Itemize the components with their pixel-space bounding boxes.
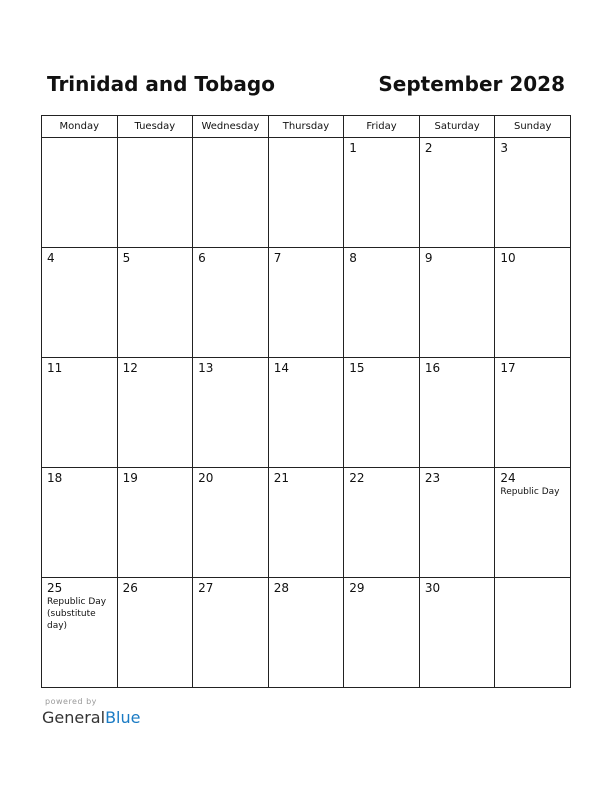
day-number: 23 [424,471,441,485]
logo-text-general: General [42,708,106,727]
day-number: 30 [424,581,441,595]
week-row [42,468,571,578]
holiday-label: Republic Day (substitute day) [47,597,107,631]
day-number: 29 [349,581,365,595]
weekday-header-row [42,116,571,138]
week-row [42,138,571,248]
day-cell [495,358,571,468]
weekday-sunday: Sunday [495,116,571,138]
day-number: 6 [198,251,206,265]
month-year-title: September 2028 [378,72,565,96]
calendar-grid [41,115,571,688]
day-cell [42,578,118,688]
weekday-thursday: Thursday [268,116,344,138]
day-number: 26 [122,581,138,595]
day-cell [268,468,344,578]
day-number: 22 [349,471,365,485]
powered-by-text: powered by [45,697,97,706]
day-number: 19 [122,471,138,485]
day-cell [193,468,269,578]
day-cell [193,138,269,248]
weekday-tuesday: Tuesday [117,116,193,138]
day-cell [42,248,118,358]
day-cell [268,358,344,468]
day-number: 14 [273,361,289,375]
day-number: 7 [273,251,282,265]
day-number: 8 [349,251,357,265]
day-cell [419,578,495,688]
day-cell [42,468,118,578]
day-cell [495,248,571,358]
day-cell [344,578,420,688]
day-cell [419,468,495,578]
day-cell [117,358,193,468]
generalblue-logo[interactable] [42,708,140,728]
weekday-saturday: Saturday [419,116,495,138]
weekday-monday: Monday [42,116,118,138]
day-number: 1 [349,141,357,155]
day-number: 2 [424,141,433,155]
day-number: 10 [500,251,516,265]
day-number: 28 [273,581,289,595]
day-number: 21 [273,471,289,485]
week-row [42,578,571,688]
week-row [42,358,571,468]
day-number: 16 [424,361,441,375]
day-cell [117,578,193,688]
footer-branding [42,697,140,728]
day-cell [117,138,193,248]
day-cell [42,358,118,468]
day-cell [419,358,495,468]
day-cell [344,358,420,468]
day-cell [495,578,571,688]
logo-text-blue: Blue [105,708,141,727]
day-cell [117,248,193,358]
country-title: Trinidad and Tobago [47,72,275,96]
day-number: 3 [500,141,509,155]
week-row [42,248,571,358]
weekday-friday: Friday [344,116,420,138]
day-number: 27 [198,581,214,595]
day-cell [42,138,118,248]
day-number: 17 [500,361,516,375]
day-cell [268,578,344,688]
day-cell [193,248,269,358]
day-number: 15 [349,361,365,375]
day-number: 4 [47,251,55,265]
day-number: 25 [47,581,63,595]
day-cell [344,138,420,248]
holiday-label: Republic Day [500,487,560,497]
day-cell [419,248,495,358]
day-cell [344,468,420,578]
day-number: 18 [47,471,63,485]
day-cell [495,138,571,248]
day-cell [419,138,495,248]
day-number: 24 [500,471,516,485]
day-cell [193,578,269,688]
weekday-wednesday: Wednesday [193,116,269,138]
day-number: 12 [122,361,138,375]
day-number: 20 [198,471,214,485]
day-number: 13 [198,361,214,375]
day-cell [344,248,420,358]
day-cell [268,248,344,358]
day-cell [495,468,571,578]
day-number: 5 [122,251,131,265]
day-cell [268,138,344,248]
day-cell [193,358,269,468]
day-cell [117,468,193,578]
day-number: 9 [424,251,433,265]
day-number: 11 [47,361,63,375]
